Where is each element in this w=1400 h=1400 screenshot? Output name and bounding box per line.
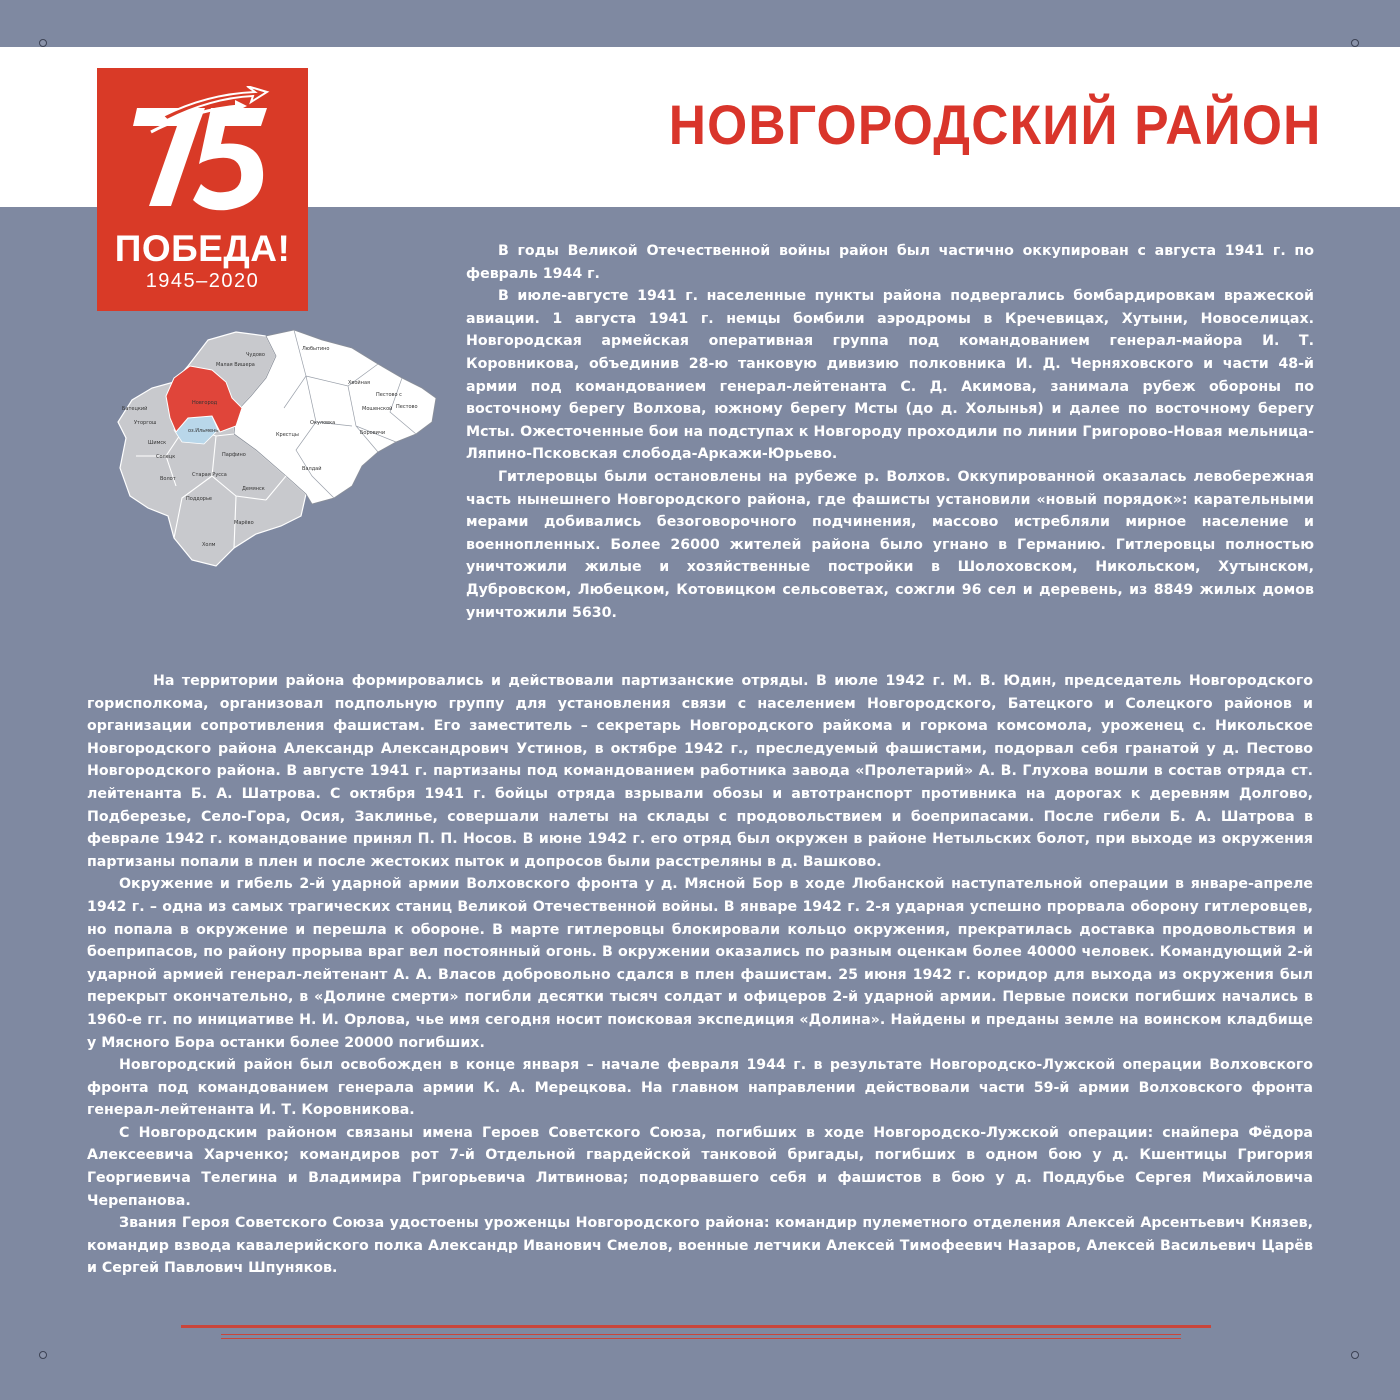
divider-line xyxy=(221,1334,1181,1335)
map-label: Марёво xyxy=(234,520,254,526)
map-label: Старая Русса xyxy=(192,472,227,478)
page-title: НОВГОРОДСКИЙ РАЙОН xyxy=(669,93,1322,156)
article-paragraph: Новгородский район был освобожден в конце января – начале февраля 1944 г. в результате Новгородско-Лужской операции Волховского фронта под командованием генерала армии К. А. Мерецкова. На главном направлении действовали части 59-й армии Волховского фронта генерал-лейтенанта И. Т. Коровникова. xyxy=(87,1057,1313,1119)
article-paragraph: Гитлеровцы были остановлены на рубеже р. Волхов. Оккупированной оказалась левобережная часть нынешнего Новгородского района, где фашисты установили «новый порядок»: карательными мерами добивались безоговорочного подчинения, массово истребляли мирное население и военнопленных. Более 26000 жителей района было угнано в Германию. Гитлеровцы полностью уничтожили жилые и хозяйственные постройки в Шолоховском, Никольском, Хутынском, Дубровском, Любецком, Котовицком сельсоветах, сожгли 96 сел и деревень, из 8849 жилых домов уничтожили 5630. xyxy=(466,468,1314,621)
divider-line xyxy=(221,1338,1181,1339)
victory-75-logo xyxy=(97,68,308,311)
corner-screw xyxy=(39,1351,47,1359)
map-label: Батецкий xyxy=(122,406,148,412)
map-label: Демянск xyxy=(242,486,265,492)
map-label: Мошенской xyxy=(362,406,393,412)
map-label: Боровичи xyxy=(360,430,386,436)
article-bottom xyxy=(87,670,1313,1280)
map-label: Пестово с xyxy=(376,392,402,398)
map-label: Шимск xyxy=(148,440,167,446)
article-paragraph: В июле-августе 1941 г. населенные пункты района подвергались бомбардировкам вражеской авиации. 1 августа 1941 г. немцы бомбили аэродромы в Кречевицах, Хутыни, Новоселицах. Новгородская армейская оперативная группа под командованием генерал-майора И. Т. Коровникова, объединив 28-ю танковую дивизию полковника И. Д. Черняховского и части 48-й армии под командованием генерал-лейтенанта С. Д. Акимова, занимала рубеж обороны по восточному берегу Волхова, южному берегу Мсты (до д. Холынья) и далее по восточному берегу Мсты. Ожесточенные бои на подступах к Новгороду проходили по линии Григорово-Новая мельница-Ляпино-Псковская слобода-Аркажи-Юрьево. xyxy=(466,288,1314,463)
logo-75-emblem xyxy=(127,86,277,226)
map-label: Солецк xyxy=(156,454,176,460)
logo-word: ПОБЕДА! xyxy=(114,228,291,269)
map-label: Поддорье xyxy=(186,496,212,502)
article-paragraph: Звания Героя Советского Союза удостоены уроженцы Новгородского района: командир пулеметного отделения Алексей Арсентьевич Князев, командир взвода кавалерийского полка Александр Иванович Смелов, военные летчики Алексей Тимофеевич Назаров, Алексей Васильевич Царёв и Сергей Павлович Шпуняков. xyxy=(87,1215,1313,1277)
logo-years: 1945–2020 xyxy=(145,270,260,292)
article-paragraph: Окружение и гибель 2-й ударной армии Волховского фронта у д. Мясной Бор в ходе Любанской наступательной операции в январе-апреле 1942 г. – одна из самых трагических станиц Великой Отечественной войны. В январе 1942 г. 2-я ударная успешно прорвала оборону гитлеровцев, но попала в окружение и перешла к обороне. В марте гитлеровцы блокировали кольцо окружения, прекратилась доставка продовольствия и боеприпасов, по району прорыва враг вел постоянный огонь. В окружении оказались по разным оценкам более 40000 человек. Командующий 2-й ударной армией генерал-лейтенант А. А. Власов добровольно сдался в плен фашистам. 25 июня 1942 г. коридор для выхода из окружения был перекрыт окончательно, в «Долине смерти» погибли десятки тысяч солдат и офицеров 2-й ударной армии. Первые поиски погибших начались в 1960-е гг. по инициативе Н. И. Орлова, чье имя сегодня носит поисковая экспедиция «Долина». Найдены и преданы земле на воинском кладбище у Мясного Бора останки более 20000 погибших. xyxy=(87,876,1313,1051)
map-label: Любытино xyxy=(302,346,330,352)
divider-line xyxy=(181,1325,1211,1328)
map-label: Пестово xyxy=(396,404,418,410)
article-top xyxy=(466,240,1314,624)
corner-screw xyxy=(39,39,47,47)
map-label: Уторгош xyxy=(134,420,157,426)
map-label: Волот xyxy=(160,476,176,482)
map-lake-label: оз.Ильмень xyxy=(188,428,219,434)
article-paragraph: В годы Великой Отечественной войны район был частично оккупирован с августа 1941 г. по февраль 1944 г. xyxy=(466,243,1314,282)
novgorod-oblast-map xyxy=(116,326,442,570)
map-label: Чудово xyxy=(246,352,265,358)
article-paragraph: На территории района формировались и действовали партизанские отряды. В июле 1942 г. М. В. Юдин, председатель Новгородского горисполкома, организовал подпольную группу для установления связи с населением Новгородского, Батецкого и Солецкого районов и организации сопротивления фашистам. Его заместитель – секретарь Новгородского райкома и горкома комсомола, уроженец с. Никольское Новгородского района Александр Александрович Устинов, в октябре 1942 г., преследуемый фашистами, подорвал себя гранатой у д. Пестово Новгородского района. В августе 1941 г. партизаны под командованием работника завода «Пролетарий» А. В. Глухова вошли в состав отряда ст. лейтенанта Б. А. Шатрова. С октября 1941 г. бойцы отряда взрывали обозы и автотранспорт противника на дорогах к деревням Долгово, Подберезье, Село-Гора, Осия, Заклинье, совершали налеты на склады с продовольствием и боеприпасами. После гибели Б. А. Шатрова в феврале 1942 г. командование принял П. П. Носов. В июне 1942 г. его отряд был окружен в районе Нетыльских болот, при выходе из окружения партизаны попали в плен и после жестоких пыток и допросов были расстреляны в д. Вашково. xyxy=(87,673,1313,870)
map-label: Крестцы xyxy=(276,432,299,438)
map-label: Холм xyxy=(202,542,216,548)
map-label: Новгород xyxy=(192,400,218,406)
map-label: Валдай xyxy=(302,466,322,472)
map-label: Малая Вишера xyxy=(216,362,255,368)
article-paragraph: С Новгородским районом связаны имена Героев Советского Союза, погибших в ходе Новгородско-Лужской операции: снайпера Фёдора Алексеевича Харченко; командиров рот 7-й Отдельной гвардейской танковой бригады, погибших в одном бою у д. Кшентицы Григория Георгиевича Телегина и Владимира Григорьевича Литвинова; подорвавшего себя и фашистов в бою у д. Поддубье Сергея Михайловича Черепанова. xyxy=(87,1124,1313,1209)
map-label: Хвойная xyxy=(348,380,371,386)
corner-screw xyxy=(1351,1351,1359,1359)
map-label: Парфино xyxy=(222,452,246,458)
map-label: Окуловка xyxy=(310,420,336,426)
region-map xyxy=(116,326,442,570)
corner-screw xyxy=(1351,39,1359,47)
